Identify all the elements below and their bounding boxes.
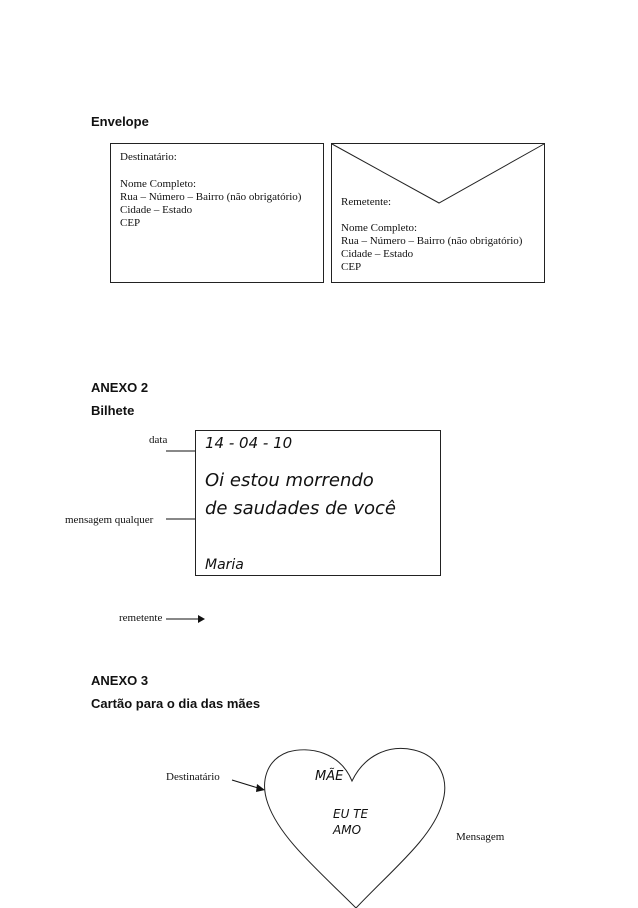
envelope-title: Envelope xyxy=(91,114,149,129)
bilhete-date: 14 - 04 - 10 xyxy=(205,434,293,452)
remetente-line-name: Nome Completo: xyxy=(341,222,418,234)
heart-message-line1: EU TE xyxy=(333,807,369,821)
anexo2-title: ANEXO 2 xyxy=(91,380,149,395)
envelope-back-box xyxy=(331,143,545,283)
remetente-label: Remetente: xyxy=(341,196,392,208)
remetente-line-address: Rua – Número – Bairro (não obrigatório) xyxy=(341,235,523,247)
destinatario-line-name: Nome Completo: xyxy=(120,178,197,190)
anexo2-subtitle: Bilhete xyxy=(91,403,135,418)
label-remetente: remetente xyxy=(119,612,163,624)
destinatario-line-address: Rua – Número – Bairro (não obrigatório) xyxy=(120,191,302,203)
label-destinatario: Destinatário xyxy=(166,771,220,783)
label-mensagem: mensagem qualquer xyxy=(65,514,154,526)
heart-to: MÃE xyxy=(315,769,344,784)
destinatario-line-cep: CEP xyxy=(120,217,141,229)
bilhete-note-box xyxy=(195,430,441,576)
bilhete-signature: Maria xyxy=(205,557,244,573)
envelope-flap-icon xyxy=(331,143,545,283)
remetente-line-city: Cidade – Estado xyxy=(341,248,414,260)
destinatario-line-city: Cidade – Estado xyxy=(120,204,193,216)
arrow-remetente-icon xyxy=(166,613,206,625)
label-mensagem-card: Mensagem xyxy=(456,831,505,843)
envelope-front-box xyxy=(110,143,324,283)
bilhete-message-line1: Oi estou morrendo xyxy=(205,470,374,491)
label-data: data xyxy=(149,434,168,446)
bilhete-message-line2: de saudades de você xyxy=(205,498,396,519)
heart-message-line2: AMO xyxy=(333,823,362,837)
remetente-line-cep: CEP xyxy=(341,261,362,273)
anexo3-subtitle: Cartão para o dia das mães xyxy=(91,696,261,711)
destinatario-label: Destinatário: xyxy=(120,151,177,163)
anexo3-title: ANEXO 3 xyxy=(91,673,149,688)
